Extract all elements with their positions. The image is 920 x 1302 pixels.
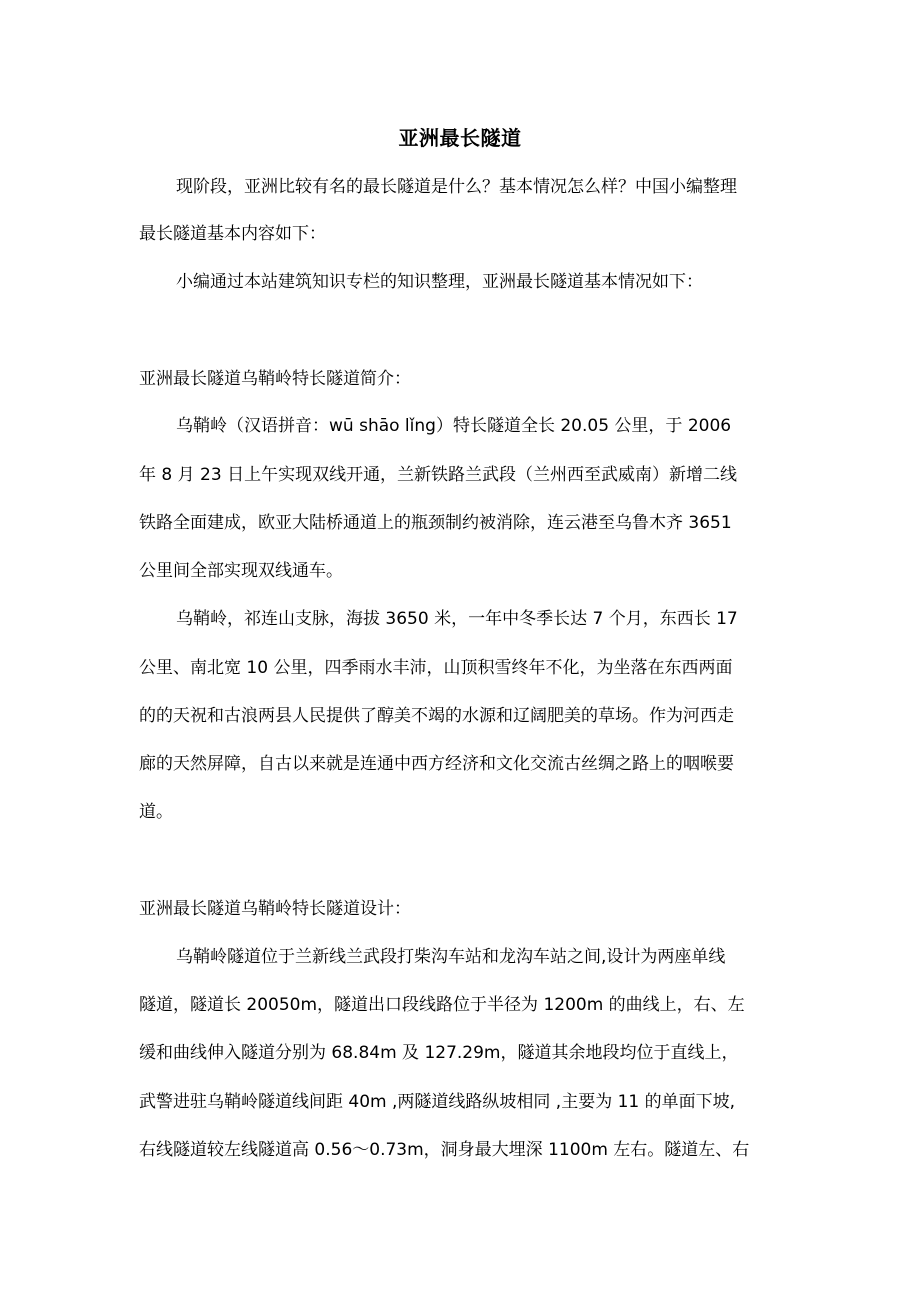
page-title: 亚洲最长隧道 [398, 126, 522, 150]
section1-para2-line-3: 的的天祝和古浪两县人民提供了醇美不竭的水源和辽阔肥美的草场。作为河西走 [139, 706, 734, 726]
section1-para1-line-1: 乌鞘岭（汉语拼音：wū shāo lǐng）特长隧道全长 20.05 公里，于 2006 [176, 416, 732, 436]
section1-para1-line-2: 年 8 月 23 日上午实现双线开通，兰新铁路兰武段（兰州西至武威南）新增二线 [139, 465, 738, 485]
intro-line-2: 最长隧道基本内容如下： [139, 224, 326, 244]
section2-para1-line-3: 缓和曲线伸入隧道分别为 68.84m 及 127.29m，隧道其余地段均位于直线上， [139, 1043, 739, 1063]
section2-para1-line-1: 乌鞘岭隧道位于兰新线兰武段打柴沟车站和龙沟车站之间,设计为两座单线 [176, 947, 726, 967]
section1-para2-line-2: 公里、南北宽 10 公里，四季雨水丰沛，山顶积雪终年不化，为坐落在东西两面 [139, 658, 733, 678]
section1-para2-line-4: 廊的天然屏障，自古以来就是连通中西方经济和文化交流古丝绸之路上的咽喉要 [139, 754, 734, 774]
section1-para2-line-1: 乌鞘岭，祁连山支脉，海拔 3650 米，一年中冬季长达 7 个月，东西长 17 [176, 609, 738, 629]
section2-para1-line-5: 右线隧道较左线隧道高 0.56～0.73m，洞身最大埋深 1100m 左右。隧道左、右 [139, 1140, 750, 1160]
section2-heading: 亚洲最长隧道乌鞘岭特长隧道设计： [139, 899, 411, 919]
section1-heading: 亚洲最长隧道乌鞘岭特长隧道简介： [139, 369, 411, 389]
section1-para1-line-4: 公里间全部实现双线通车。 [139, 561, 343, 581]
section2-para1-line-4: 武警进驻乌鞘岭隧道线间距 40m ,两隧道线路纵坡相同 ,主要为 11 的单面下坡, [139, 1092, 736, 1112]
section1-para2-line-5: 道。 [139, 802, 173, 822]
intro-line-1: 现阶段，亚洲比较有名的最长隧道是什么？基本情况怎么样？中国小编整理 [176, 177, 737, 197]
section1-para1-line-3: 铁路全面建成，欧亚大陆桥通道上的瓶颈制约被消除，连云港至乌鲁木齐 3651 [139, 513, 732, 533]
section2-para1-line-2: 隧道，隧道长 20050m，隧道出口段线路位于半径为 1200m 的曲线上，右、左 [139, 995, 745, 1015]
intro2-line: 小编通过本站建筑知识专栏的知识整理，亚洲最长隧道基本情况如下： [176, 272, 703, 292]
